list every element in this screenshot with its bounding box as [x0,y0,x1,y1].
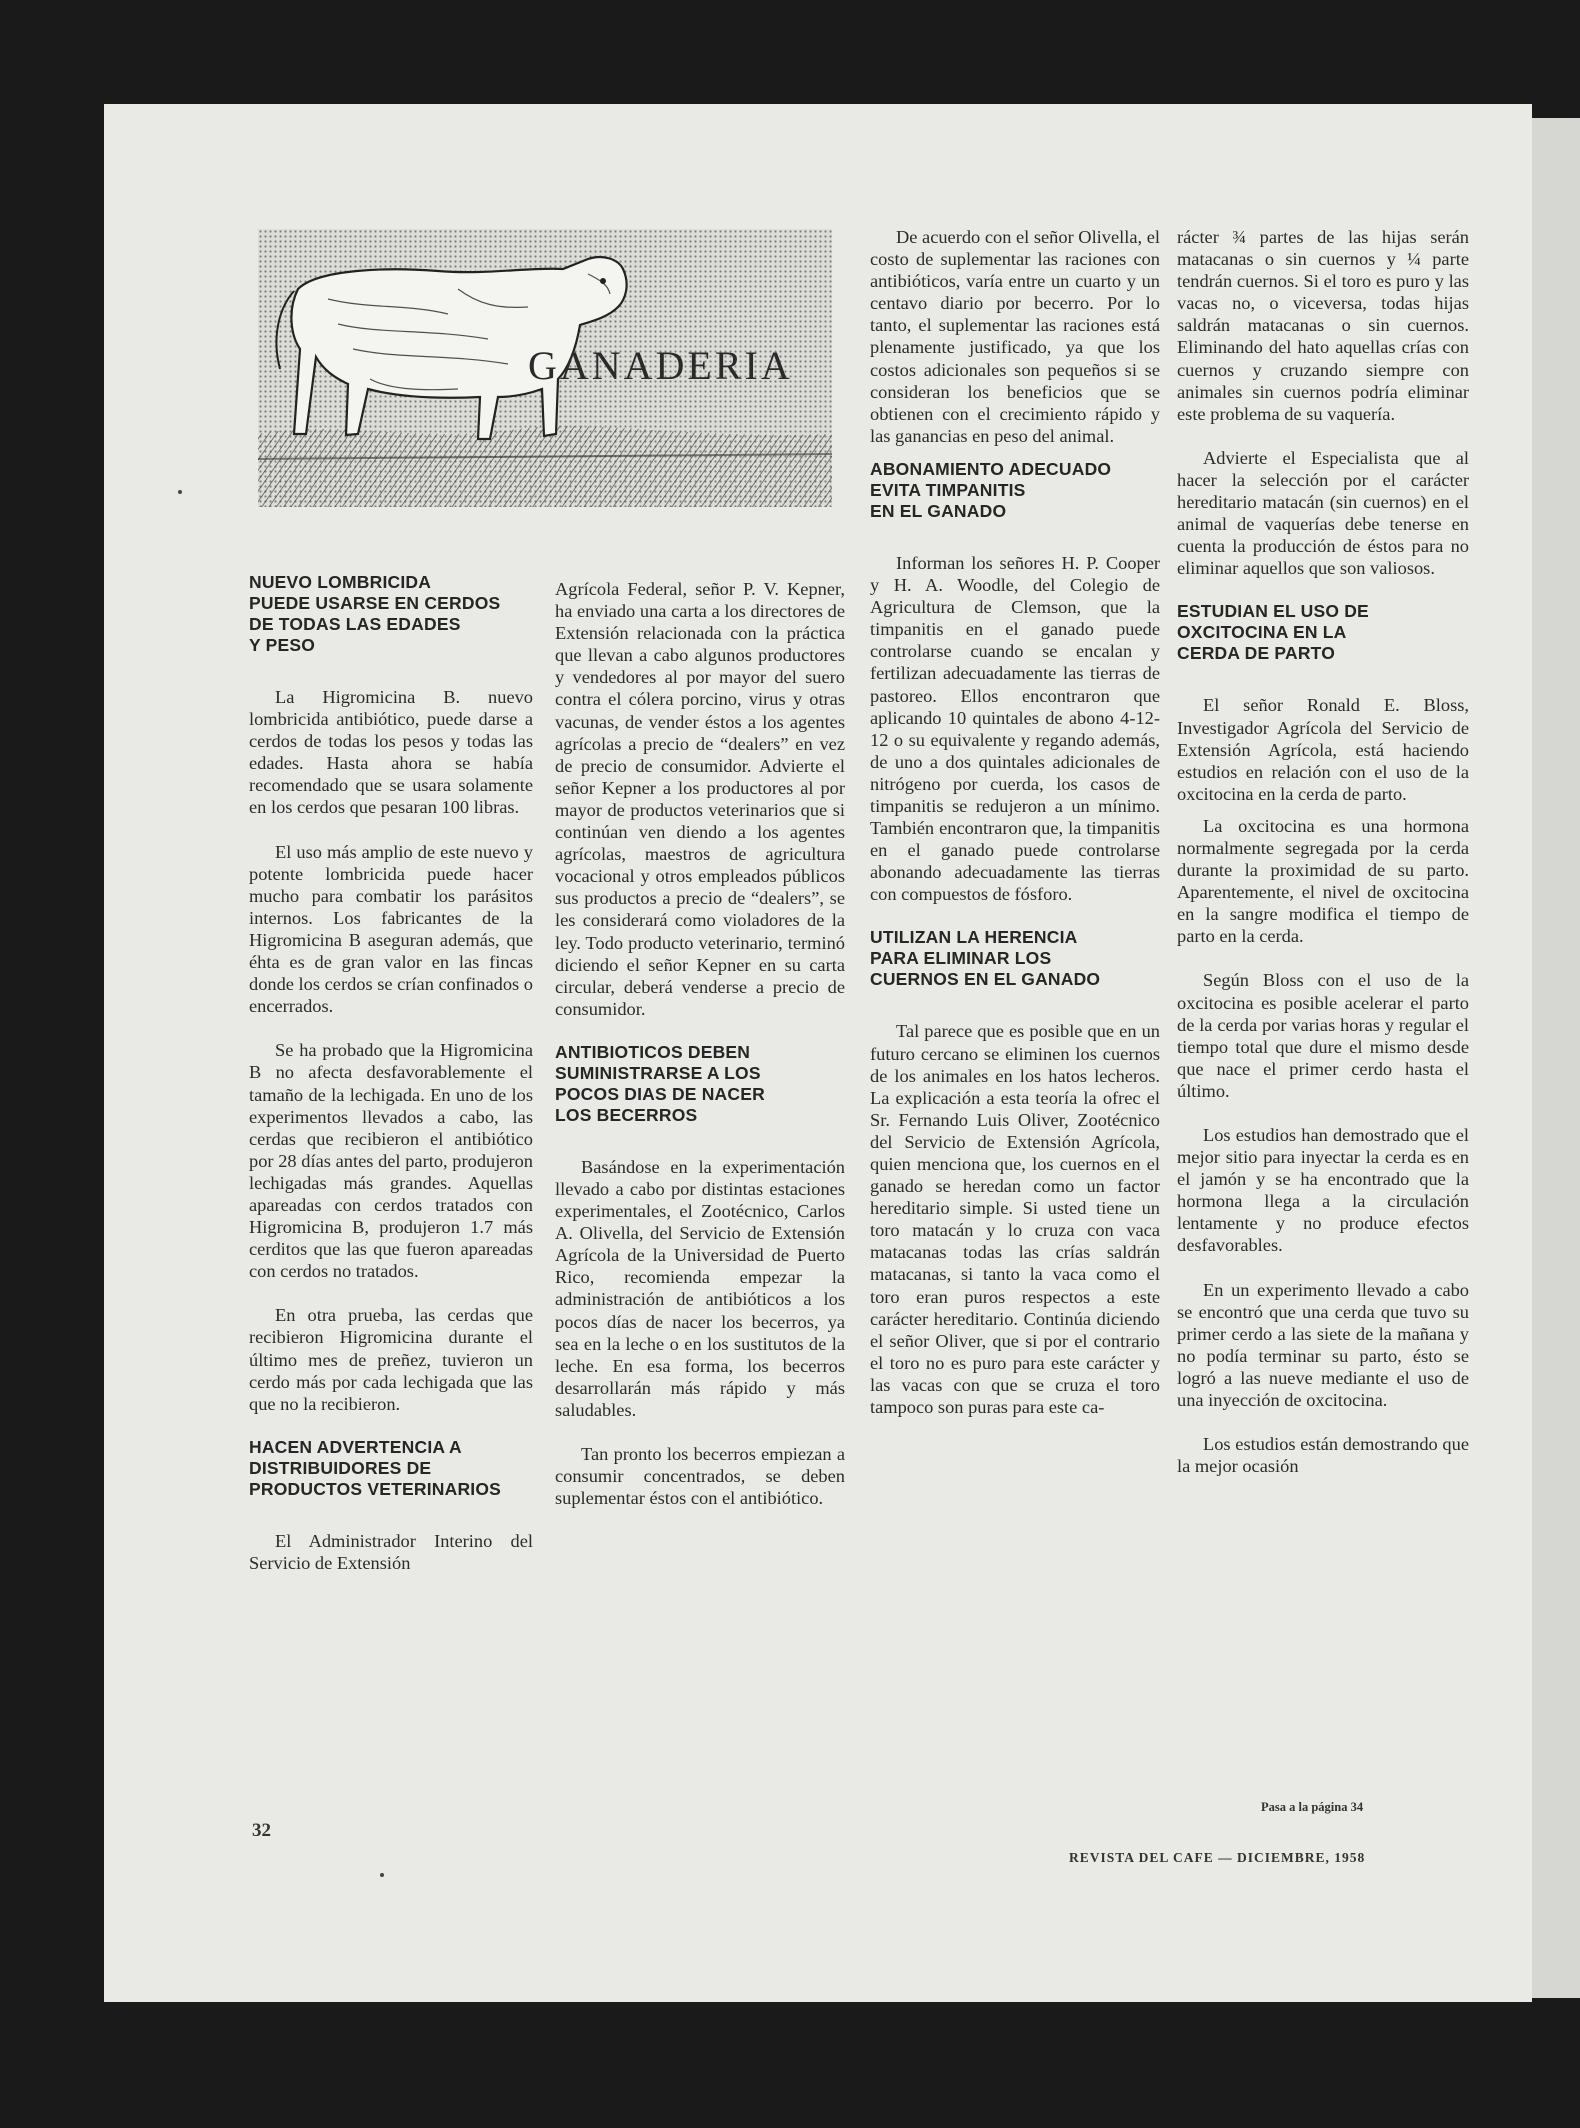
banner-title: GANADERIA [528,343,793,388]
column-1 [249,572,533,1596]
heading-antibioticos: ANTIBIOTICOS DEBEN SUMINISTRARSE A LOS POCOS DIAS DE NACER LOS BECERROS [555,1041,765,1125]
paragraph: Se ha probado que la Higromicina B no afecta desfavorablemente el tamaño de la lechigada. En uno de los experimentos llevados a cabo, las cerdas que recibieron el antibiótico por 28 días antes del parto, produjeron lechigadas más grandes. Aquellas apareadas con cerdos tratados con Higromicina B, produjeron 1.7 más cerditos que las que fueron apareadas con cerdos no tratados. [249,1040,533,1282]
paragraph: Tan pronto los becerros empiezan a consumir concentrados, se deben suplementar éstos con el antibiótico. [555,1444,845,1509]
paragraph: rácter ¾ partes de las hijas serán matacanas o sin cuernos y ¼ parte tendrán cuernos. Si el toro es puro y las vacas no, o viceversa, todas hijas saldrán matacanas o sin cuernos. Eliminando del hato aquellas crías con cuernos y cruzando siempre con animales sin cuernos podría eliminar este problema de su vaquería. [1177,227,1469,424]
page-number: 32 [252,1820,271,1841]
column-3 [870,226,1160,1440]
paragraph: De acuerdo con el señor Olivella, el costo de suplementar las raciones con antibióticos, varía entre un cuarto y un centavo diario por becerro. Por lo tanto, el suplementar las raciones está plenamente justificado, ya que los costos adicionales son pequeños si se consideran los beneficios que se obtienen con el crecimiento rápido y las ganancias en peso del animal. [870,227,1160,446]
paragraph: La Higromicina B. nuevo lombricida antibiótico, puede darse a cerdos de todas los pesos y todas las edades. Hasta ahora se había recomendado que se usara solamente en los cerdos que pesaran 100 libras. [249,687,533,818]
column-2 [555,578,845,1531]
paragraph: En otra prueba, las cerdas que recibieron Higromicina durante el último mes de preñez, tuvieron un cerdo más por cada lechigada que las que no la recibieron. [249,1305,533,1414]
page-edge [1532,118,1580,1998]
column-4 [1177,226,1469,1499]
heading-abonamiento: ABONAMIENTO ADECUADO EVITA TIMPANITIS EN EL GANADO [870,458,1112,521]
cow-illustration-icon [258,229,832,507]
paragraph: Según Bloss con el uso de la oxcitocina es posible acelerar el parto de la cerda por varias horas y regular el tiempo total que dure el mismo desde que nace el primer cerdo hasta el último. [1177,970,1469,1101]
paragraph: El señor Ronald E. Bloss, Investigador Agrícola del Servicio de Extensión Agrícola, está haciendo estudios en relación con el uso de la oxcitocina en la cerda de parto. [1177,695,1469,804]
paragraph: La oxcitocina es una hormona normalmente segregada por la cerda durante la proximidad de su parto. Aparentemente, el nivel de oxcitocina en la sangre modifica el tiempo de parto en la cerda. [1177,815,1469,947]
speck [380,1873,384,1877]
paragraph: El Administrador Interino del Servicio de Extensión [249,1530,533,1573]
paragraph: Agrícola Federal, señor P. V. Kepner, ha enviado una carta a los directores de Extensión relacionada con la práctica que llevan a cabo algunos productores y vendedores al por mayor del suero contra el cólera porcino, virus y otras vacunas, de vender éstos a los agentes agrícolas a precio de “dealers” en vez de precio de consumidor. Advierte el señor Kepner a los productores al por mayor de productos veterinarios que si continúan ven diendo a los agentes agrícolas, maestros de agricultura vocacional y otros empleados públicos sus productos a precio de “dealers”, se les considerará como violadores de la ley. Todo producto veterinario, terminó diciendo el señor Kepner en su carta circular, deberá venderse a precio de consumidor. [555,579,845,1019]
paragraph: Informan los señores H. P. Cooper y H. A. Woodle, del Colegio de Agricultura de Clemson, que la timpanitis en el ganado puede controlarse cuando se encalan y fertilizan adecuadamente las tierras de pastoreo. Ellos encontraron que aplicando 10 quintales de abono 4-12-12 o su equivalente y regando además, de uno a dos quintales adicionales de nitrógeno por cuerda, los casos de timpanitis se redujeron a un mínimo. También encontraron que, la timpanitis en el ganado puede controlarse abonando adecuadamente las tierras con compuestos de fósforo. [870,552,1160,905]
paragraph: El uso más amplio de este nuevo y potente lombricida puede hacer mucho para combatir los parásitos internos. Los fabricantes de la Higromicina B aseguran además, que éhta es de gran valor en las fincas donde los cerdos se crían confinados o encerrados. [249,841,533,1017]
paragraph: Tal parece que es posible que en un futuro cercano se eliminen los cuernos de los animales en los hatos lecheros. La explicación a esta teoría la ofrec el Sr. Fernando Luis Oliver, Zootécnico del Servicio de Extensión Agrícola, quien menciona que, los cuernos en el ganado se heredan como un factor hereditario simple. Si usted tiene un toro matacán y lo cruza con vaca matacanas todas las crías saldrán matacanas, si tanto la vaca como el toro eran puros respectos a este carácter hereditario. Continúa diciendo el señor Oliver, que si por el contrario el toro no es puro para este carácter y las vacas con que se cruza el toro tampoco son puras para este ca- [870,1021,1160,1418]
heading-utilizan-herencia: UTILIZAN LA HERENCIA PARA ELIMINAR LOS CUERNOS EN EL GANADO [870,927,1101,990]
journal-footer: REVISTA DEL CAFE — DICIEMBRE, 1958 [1069,1850,1366,1865]
speck [178,490,182,494]
heading-nuevo-lombricida: NUEVO LOMBRICIDA PUEDE USARSE EN CERDOS DE TODAS LAS EDADES Y PESO [249,572,501,655]
paragraph: Los estudios han demostrado que el mejor sitio para inyectar la cerda es en el jamón y se ha encontrado que la hormona llega a la circulación lentamente y no produce efectos desfavorables. [1177,1125,1469,1256]
paragraph: Basándose en la experimentación llevado a cabo por distintas estaciones experimentales, el Zootécnico, Carlos A. Olivella, del Servicio de Extensión Agrícola de la Universidad de Puerto Rico, recomienda empezar la administración de antibióticos a los pocos días de nacer los becerros, ya sea en la leche o en los sustitutos de la leche. En esa forma, los becerros desarrollarán más rápido y más saludables. [555,1156,845,1420]
paragraph: En un experimento llevado a cabo se encontró que una cerda que tuvo su primer cerdo a las siete de la mañana y no podía terminar su parto, ésto se logró a las nueve mediante el uso de una inyección de oxcitocina. [1177,1279,1469,1411]
section-banner [258,229,832,507]
heading-estudian-oxcitocina: ESTUDIAN EL USO DE OXCITOCINA EN LA CERDA DE PARTO [1177,601,1369,664]
heading-hacen-advertencia: HACEN ADVERTENCIA A DISTRIBUIDORES DE PRODUCTOS VETERINARIOS [249,1436,502,1499]
continued-note: Pasa a la página 34 [1261,1800,1364,1814]
paragraph: Los estudios están demostrando que la mejor ocasión [1177,1434,1469,1477]
paragraph: Advierte el Especialista que al hacer la selección por el carácter hereditario matacán (sin cuernos) en el animal de vaquerías debe tenerse en cuenta la producción de éstos para no eliminar aquellos que son valiosos. [1177,447,1469,579]
